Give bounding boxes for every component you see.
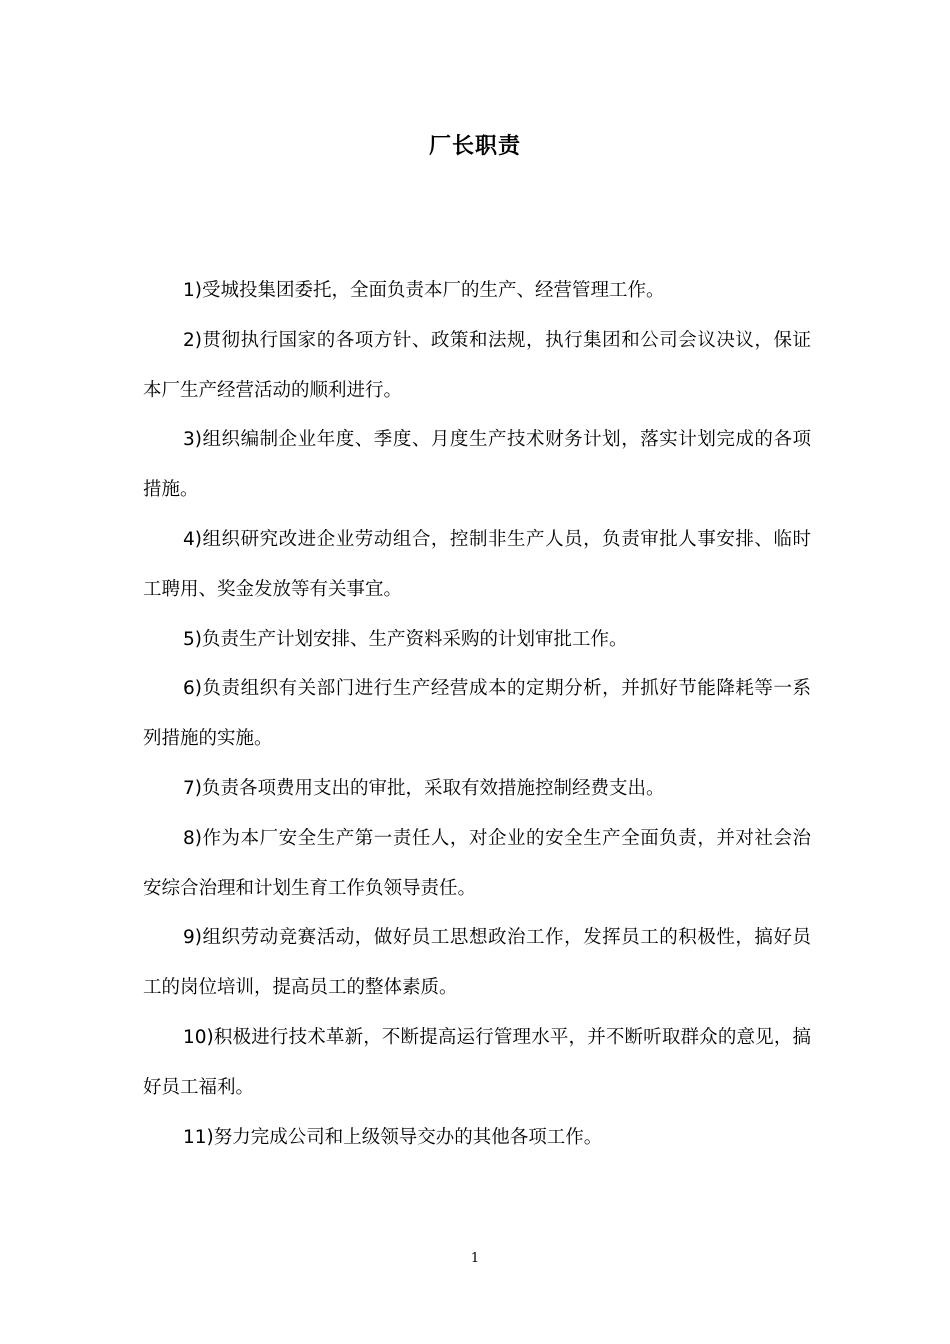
duty-item-4: 4)组织研究改进企业劳动组合，控制非生产人员，负责审批人事安排、临时工聘用、奖金发放等有关事宜。 — [143, 528, 811, 600]
duty-item-5: 5)负责生产计划安排、生产资料采购的计划审批工作。 — [183, 628, 628, 650]
duty-item-2: 2)贯彻执行国家的各项方针、政策和法规，执行集团和公司会议决议，保证本厂生产经营活动的顺利进行。 — [143, 329, 811, 401]
page-number: 1 — [470, 1251, 480, 1266]
duty-item-9: 9)组织劳动竞赛活动，做好员工思想政治工作，发挥员工的积极性，搞好员工的岗位培训，提高员工的整体素质。 — [143, 927, 811, 999]
duty-item-6: 6)负责组织有关部门进行生产经营成本的定期分析，并抓好节能降耗等一系列措施的实施。 — [143, 678, 811, 750]
duty-item-7: 7)负责各项费用支出的审批，采取有效措施控制经费支出。 — [183, 777, 665, 799]
document-title: 厂长职责 — [428, 133, 521, 159]
duty-item-1: 1)受城投集团委托，全面负责本厂的生产、经营管理工作。 — [183, 280, 665, 301]
duties-list — [143, 266, 811, 1162]
duty-item-10: 10)积极进行技术革新，不断提高运行管理水平，并不断听取群众的意见，搞好员工福利。 — [143, 1026, 811, 1098]
duty-item-11: 11)努力完成公司和上级领导交办的其他各项工作。 — [183, 1126, 603, 1148]
duty-item-3: 3)组织编制企业年度、季度、月度生产技术财务计划，落实计划完成的各项措施。 — [143, 429, 811, 501]
duty-item-8: 8)作为本厂安全生产第一责任人，对企业的安全生产全面负责，并对社会治安综合治理和计划生育工作负领导责任。 — [143, 827, 811, 899]
